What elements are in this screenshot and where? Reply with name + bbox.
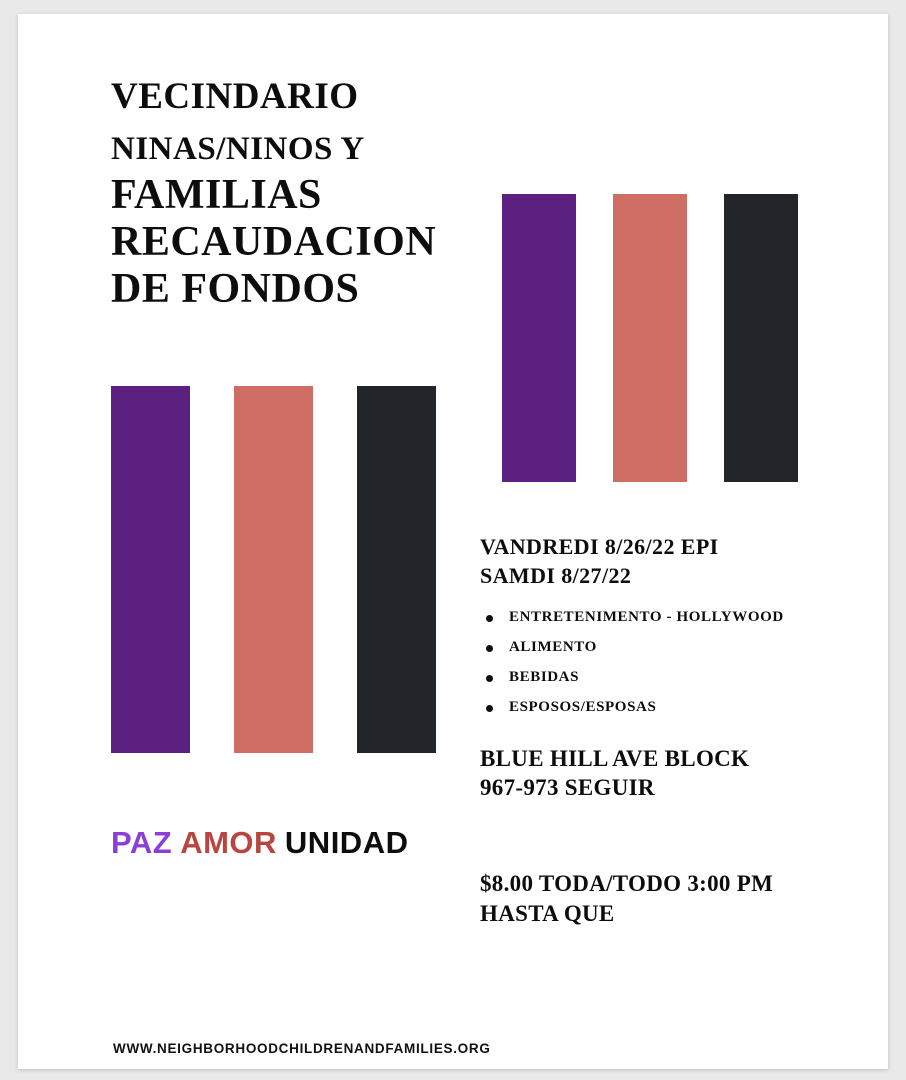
headline-line-1: VECINDARIO xyxy=(111,76,359,117)
price-line-2: HASTA QUE xyxy=(480,901,615,927)
color-bar-purple xyxy=(502,194,576,482)
color-bar-black xyxy=(357,386,436,753)
address-line-2: 967-973 SEGUIR xyxy=(480,775,655,801)
list-item xyxy=(480,609,870,626)
headline-line-3: FAMILIAS xyxy=(111,172,322,219)
price-line-1: $8.00 TODA/TODO 3:00 PM xyxy=(480,871,774,897)
list-item-label: ALIMENTO xyxy=(509,638,597,655)
tagline-word-unidad: UNIDAD xyxy=(284,825,409,860)
tagline xyxy=(111,825,416,861)
event-address xyxy=(480,744,870,804)
flyer-sheet xyxy=(18,14,888,1069)
event-date-line-1: VANDREDI 8/26/22 EPI xyxy=(480,534,719,559)
color-bars-top-right xyxy=(502,194,798,482)
event-features-list xyxy=(480,609,870,716)
list-item-label: ESPOSOS/ESPOSAS xyxy=(509,698,657,715)
details-column xyxy=(480,532,870,929)
bullet-dot-icon xyxy=(486,615,493,622)
list-item xyxy=(480,669,870,686)
tagline-word-amor: AMOR xyxy=(180,825,277,860)
headline-block xyxy=(111,76,491,313)
event-dates xyxy=(480,532,870,591)
address-line-1: BLUE HILL AVE BLOCK xyxy=(480,745,750,771)
bullet-dot-icon xyxy=(486,645,493,652)
headline-line-4: RECAUDACION xyxy=(111,219,437,266)
list-item-label: BEBIDAS xyxy=(509,668,580,685)
event-date-line-2: SAMDI 8/27/22 xyxy=(480,563,632,589)
list-item xyxy=(480,639,870,656)
color-bar-purple xyxy=(111,386,190,753)
color-bar-salmon xyxy=(613,194,687,482)
bullet-dot-icon xyxy=(486,675,493,682)
list-item-label: ENTRETENIMENTO - HOLLYWOOD xyxy=(509,608,784,625)
color-bar-black xyxy=(724,194,798,482)
headline-line-2: NINAS/NINOS Y xyxy=(111,131,365,168)
color-bars-left xyxy=(111,386,436,753)
event-price xyxy=(480,869,870,929)
list-item xyxy=(480,699,870,716)
website-url: WWW.NEIGHBORHOODCHILDRENANDFAMILIES.ORG xyxy=(113,1041,491,1056)
headline-line-5: DE FONDOS xyxy=(111,266,360,313)
tagline-word-paz: PAZ xyxy=(111,825,173,860)
color-bar-salmon xyxy=(234,386,313,753)
bullet-dot-icon xyxy=(486,705,493,712)
